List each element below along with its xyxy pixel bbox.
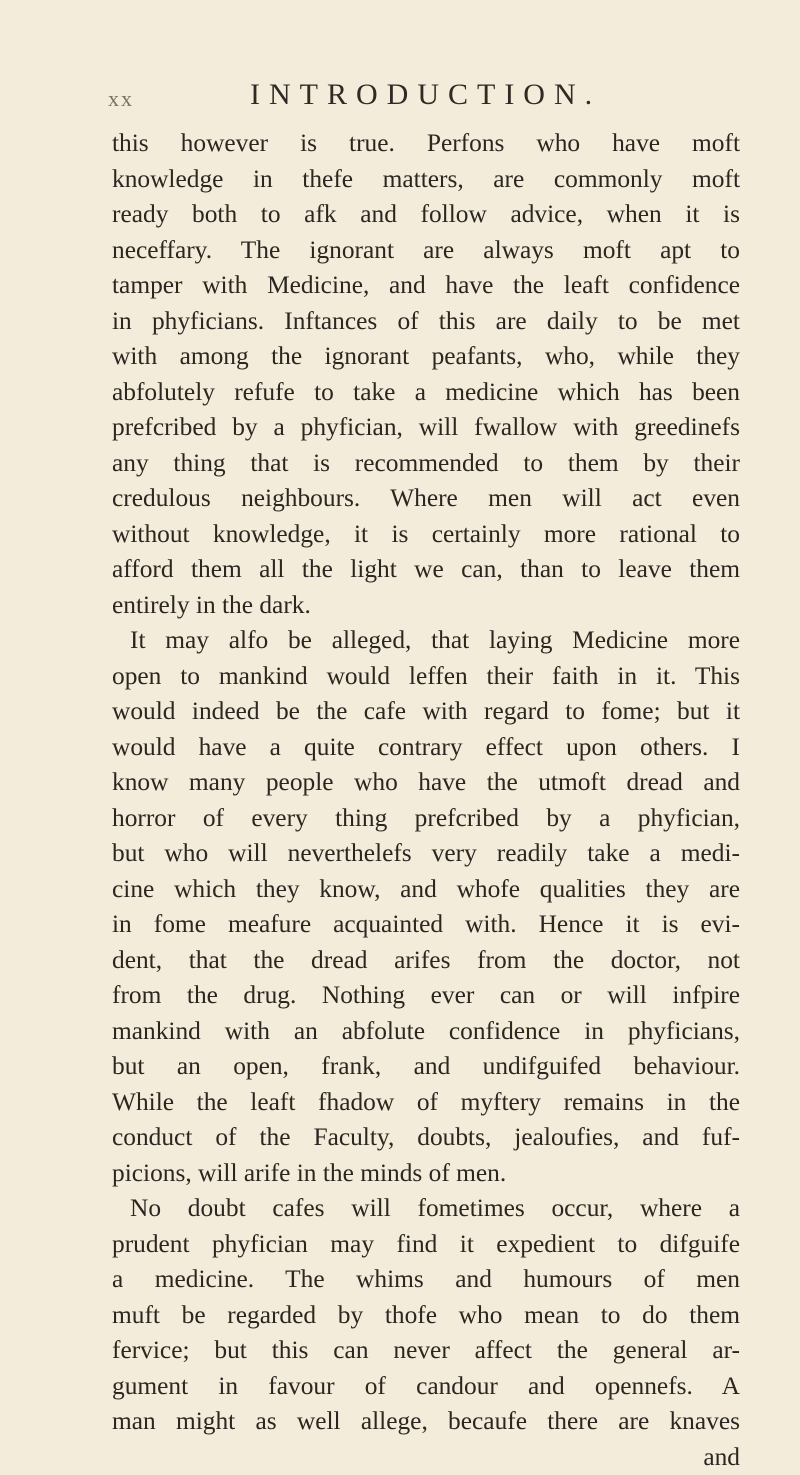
text-line: cine which they know, and whofe qualities they are xyxy=(112,872,740,908)
running-title: INTRODUCTION. xyxy=(250,78,601,112)
text-line: afford them all the light we can, than to leave them xyxy=(112,552,740,588)
text-line: would have a quite contrary effect upon others. I xyxy=(112,730,740,766)
text-line: neceffary. The ignorant are always moft apt to xyxy=(112,233,740,269)
text-line: entirely in the dark. xyxy=(112,588,740,624)
text-line: conduct of the Faculty, doubts, jealoufies, and fuf- xyxy=(112,1120,740,1156)
text-line: prudent phyfician may find it expedient to difguife xyxy=(112,1227,740,1263)
text-line: prefcribed by a phyfician, will fwallow with greedinefs xyxy=(112,410,740,446)
text-line: dent, that the dread arifes from the doctor, not xyxy=(112,943,740,979)
text-line: ready both to afk and follow advice, when it is xyxy=(112,197,740,233)
text-line: in fome meafure acquainted with. Hence it is evi- xyxy=(112,907,740,943)
text-line: know many people who have the utmoft dread and xyxy=(112,765,740,801)
text-line: knowledge in thefe matters, are commonly moft xyxy=(112,162,740,198)
text-line: open to mankind would leffen their faith in it. This xyxy=(112,659,740,695)
text-line: any thing that is recommended to them by their xyxy=(112,446,740,482)
page-header xyxy=(108,78,728,118)
text-line: in phyficians. Inftances of this are daily to be met xyxy=(112,304,740,340)
page-number: xx xyxy=(108,86,134,112)
text-line: gument in favour of candour and opennefs. A xyxy=(112,1369,740,1405)
catchword: and xyxy=(112,1440,740,1475)
text-line: a medicine. The whims and humours of men xyxy=(112,1262,740,1298)
text-line: abfolutely refufe to take a medicine which has been xyxy=(112,375,740,411)
text-line: horror of every thing prefcribed by a phyfician, xyxy=(112,801,740,837)
text-line: but an open, frank, and undifguifed behaviour. xyxy=(112,1049,740,1085)
text-line: man might as well allege, becaufe there are knaves xyxy=(112,1404,740,1440)
text-line: but who will neverthelefs very readily take a medi- xyxy=(112,836,740,872)
text-line: fervice; but this can never affect the general ar- xyxy=(112,1333,740,1369)
text-line: would indeed be the cafe with regard to fome; but it xyxy=(112,694,740,730)
text-line: without knowledge, it is certainly more rational to xyxy=(112,517,740,553)
body-text xyxy=(112,126,740,1475)
text-line: with among the ignorant peafants, who, while they xyxy=(112,339,740,375)
text-line: tamper with Medicine, and have the leaft confidence xyxy=(112,268,740,304)
text-line: credulous neighbours. Where men will act even xyxy=(112,481,740,517)
text-line: muft be regarded by thofe who mean to do them xyxy=(112,1298,740,1334)
text-line: from the drug. Nothing ever can or will infpire xyxy=(112,978,740,1014)
text-line: It may alfo be alleged, that laying Medicine more xyxy=(112,623,740,659)
text-line: picions, will arife in the minds of men. xyxy=(112,1156,740,1192)
text-line: No doubt cafes will fometimes occur, where a xyxy=(112,1191,740,1227)
text-line: While the leaft fhadow of myftery remains in the xyxy=(112,1085,740,1121)
text-line: mankind with an abfolute confidence in phyficians, xyxy=(112,1014,740,1050)
text-line: this however is true. Perfons who have moft xyxy=(112,126,740,162)
